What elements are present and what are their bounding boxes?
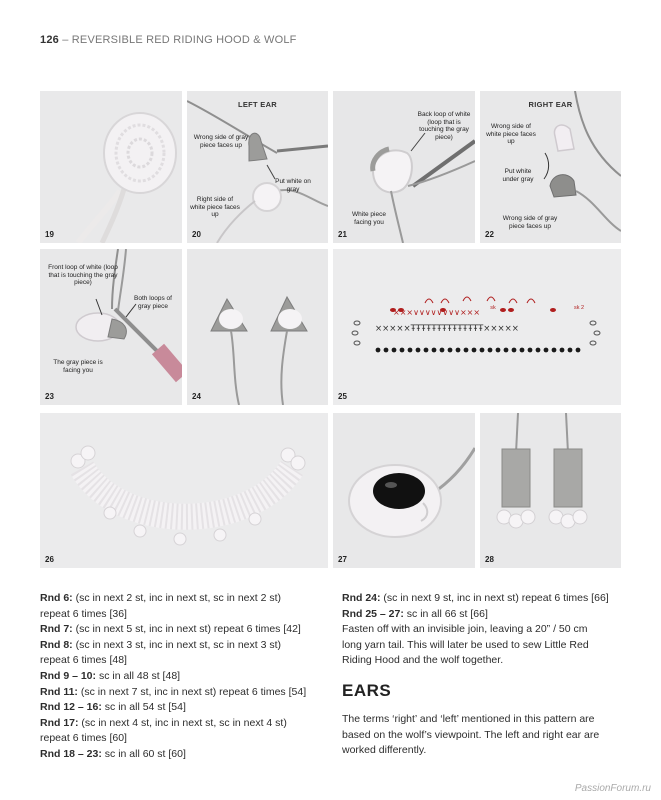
round-line: Rnd 6: (sc in next 2 st, inc in next st, sc in next 2 st) — [40, 592, 282, 604]
callout-back-loop: Back loop of white (loop that is touching the gray piece) — [417, 111, 471, 141]
photo-number: 21 — [338, 230, 347, 239]
round-line: Rnd 24: (sc in next 9 st, inc in next st) repeat 6 times [66] — [342, 592, 609, 604]
photo-number: 24 — [192, 392, 201, 401]
round-line: repeat 6 times [60] — [40, 732, 127, 745]
callout-both-loops: Both loops of gray piece — [134, 295, 172, 310]
pattern-rounds-right — [342, 591, 632, 669]
photo-number: 19 — [45, 230, 54, 239]
round-line: repeat 6 times [36] — [40, 607, 127, 620]
photo-23 — [40, 249, 182, 405]
round-line: Riding Hood and the wolf together. — [342, 654, 504, 667]
photo-28 — [480, 413, 621, 568]
round-line: long yarn tail. This will later be used to sew Little Red — [342, 638, 589, 651]
round-line: Rnd 8: (sc in next 3 st, inc in next st, sc in next 3 st) — [40, 638, 282, 651]
photo-20 — [187, 91, 328, 243]
photo-number: 27 — [338, 555, 347, 564]
photo-number: 26 — [45, 555, 54, 564]
round-line: Fasten off with an invisible join, leaving a 20” / 50 cm — [342, 623, 588, 636]
watermark: PassionForum.ru — [574, 783, 651, 794]
pattern-rounds-left — [40, 591, 330, 763]
crochet-chart — [333, 249, 621, 405]
round-line: Rnd 7: (sc in next 5 st, inc in next st) repeat 6 times [42] — [40, 623, 301, 636]
photo-number: 25 — [338, 392, 347, 401]
round-line: Rnd 17: (sc in next 4 st, inc in next st, sc in next 4 st) — [40, 716, 287, 729]
page-number: 126 — [40, 34, 59, 46]
photo-22 — [480, 91, 621, 243]
photo-26 — [40, 413, 328, 568]
photo-25-chart — [333, 249, 621, 405]
photo-24 — [187, 249, 328, 405]
photo-27-illustration — [333, 413, 475, 568]
photo-number: 23 — [45, 392, 54, 401]
photo-21 — [333, 91, 475, 243]
callout-white-facing: White piece facing you — [352, 211, 386, 226]
round-line: Rnd 25 – 27: sc in all 66 st [66] — [342, 607, 488, 620]
round-line: Rnd 11: (sc in next 7 st, inc in next st) repeat 6 times [54] — [40, 685, 307, 698]
photo-27 — [333, 413, 475, 568]
page-running-title: – REVERSIBLE RED RIDING HOOD & WOLF — [58, 34, 297, 46]
photo-20-title: LEFT EAR — [237, 100, 278, 109]
callout-put-white: Put white on gray — [275, 178, 311, 193]
photo-26-illustration — [40, 413, 328, 568]
photo-28-illustration — [480, 413, 621, 568]
svg-text:×××××ŦŦŦŦŦŦŦŦŦŦŦŦŦŦ×××××: ×××××ŦŦŦŦŦŦŦŦŦŦŦŦŦŦ××××× — [375, 324, 519, 334]
photo-number: 28 — [485, 555, 494, 564]
photo-22-title: RIGHT EAR — [528, 100, 573, 109]
svg-text:×××∨∨∨∨∨∨∨∨×××: ×××∨∨∨∨∨∨∨∨××× — [393, 308, 481, 317]
ears-intro-paragraph: The terms ‘right’ and ‘left’ mentioned in this pattern are based on the wolf’s viewpoint. The left and right ear are worked differently. — [342, 713, 600, 757]
callout-wrong-side-gray: Wrong side of gray piece faces up — [502, 215, 558, 230]
photo-number: 22 — [485, 230, 494, 239]
callout-put-white-under: Put white under gray — [502, 168, 534, 183]
chart-sk-label: sk — [490, 305, 496, 311]
page-header — [40, 34, 297, 46]
photo-number: 20 — [192, 230, 201, 239]
callout-front-loop: Front loop of white (loop that is touching the gray piece) — [48, 264, 118, 286]
callout-right-side-white: Right side of white piece faces up — [190, 196, 240, 218]
chart-sk2-label: sk 2 — [573, 305, 585, 311]
section-heading-ears: EARS — [342, 681, 392, 700]
round-line: repeat 6 times [48] — [40, 654, 127, 667]
callout-gray-facing: The gray piece is facing you — [53, 359, 103, 374]
callout-wrong-side-white: Wrong side of white piece faces up — [486, 123, 536, 145]
callout-wrong-side-gray: Wrong side of gray piece faces up — [193, 134, 249, 149]
round-line: Rnd 9 – 10: sc in all 48 st [48] — [40, 669, 181, 682]
photo-24-illustration — [187, 249, 328, 405]
round-line: Rnd 12 – 16: sc in all 54 st [54] — [40, 701, 186, 714]
round-line: Rnd 18 – 23: sc in all 60 st [60] — [40, 747, 186, 760]
photo-19-illustration — [40, 91, 182, 243]
photo-19 — [40, 91, 182, 243]
photo-20-illustration — [187, 91, 328, 243]
